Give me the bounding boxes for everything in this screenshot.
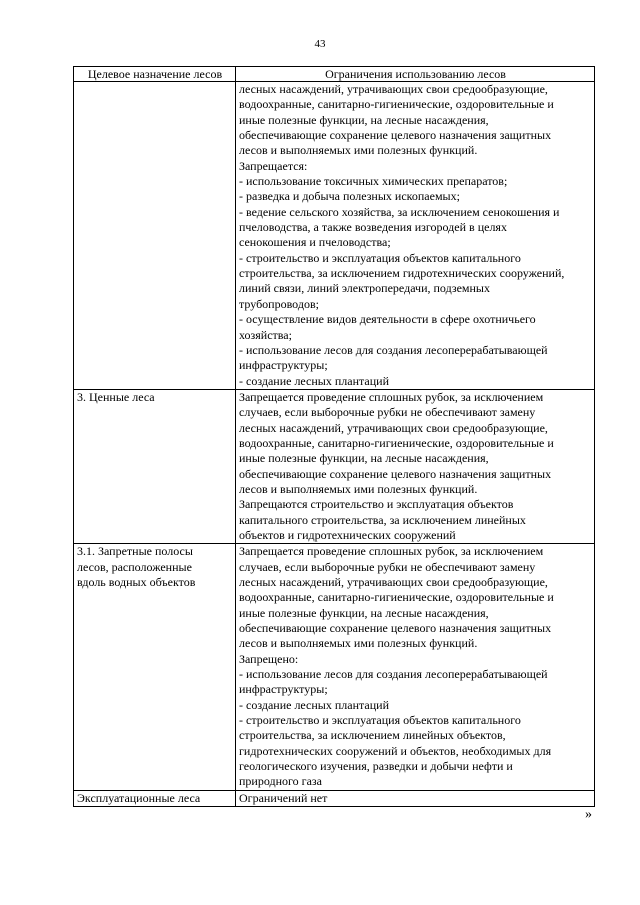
text-line: - создание лесных плантаций [239, 373, 390, 388]
restrictions-cell [236, 790, 595, 806]
text-line: 3.1. Запретные полосы [77, 544, 193, 559]
text-line: строительства, за исключением гидротехнических сооружений, [239, 266, 565, 281]
text-line: геологического изучения, разведки и добычи нефти и [239, 759, 513, 774]
text-line: сенокошения и пчеловодства; [239, 235, 391, 250]
text-line: иные полезные функции, на лесные насаждения, [239, 605, 489, 620]
text-line: инфраструктуры; [239, 682, 328, 697]
text-line: строительства, за исключением линейных объектов, [239, 728, 506, 743]
text-line: - строительство и эксплуатация объектов капитального [239, 713, 521, 728]
text-line: лесов и выполняемых ими полезных функций. [239, 636, 478, 651]
text-line: водоохранные, санитарно-гигиенические, оздоровительные и [239, 435, 554, 450]
text-line: гидротехнических сооружений и объектов, необходимых для [239, 743, 552, 758]
text-line: иные полезные функции, на лесные насаждения, [239, 451, 489, 466]
table-row [74, 790, 595, 806]
header-restrictions: Ограничения использованию лесов [236, 67, 595, 82]
text-line: пчеловодства, а также возведения изгородей в целях [239, 220, 507, 235]
restrictions-cell [236, 82, 595, 390]
text-line: Ограничений нет [239, 790, 328, 805]
text-line: обеспечивающие сохранение целевого назначения защитных [239, 466, 552, 481]
text-line: - создание лесных плантаций [239, 697, 390, 712]
text-line: капитального строительства, за исключением линейных [239, 512, 526, 527]
text-line: природного газа [239, 774, 322, 789]
text-line: Запрещается: [239, 158, 308, 173]
page-number: 43 [314, 38, 326, 50]
text-line: линий связи, линий электропередачи, подземных [239, 281, 490, 296]
text-line: водоохранные, санитарно-гигиенические, оздоровительные и [239, 97, 554, 112]
text-line: случаев, если выборочные рубки не обеспечивают замену [239, 559, 536, 574]
text-line: - использование токсичных химических препаратов; [239, 174, 508, 189]
text-line: инфраструктуры; [239, 358, 328, 373]
text-line: водоохранные, санитарно-гигиенические, оздоровительные и [239, 590, 554, 605]
text-line: - осуществление видов деятельности в сфере охотничьего [239, 312, 536, 327]
text-line: 3. Ценные леса [77, 389, 155, 404]
text-line: лесных насаждений, утрачивающих свои средообразующие, [239, 420, 548, 435]
text-line: - использование лесов для создания лесоперерабатывающей [239, 342, 548, 357]
text-line: Запрещается проведение сплошных рубок, за исключением [239, 544, 544, 559]
text-line: иные полезные функции, на лесные насаждения, [239, 112, 489, 127]
text-line: случаев, если выборочные рубки не обеспечивают замену [239, 405, 536, 420]
table-header-row [74, 67, 595, 82]
text-line: вдоль водных объектов [77, 575, 196, 589]
text-line: Запрещается проведение сплошных рубок, за исключением [239, 389, 544, 404]
purpose-cell [74, 544, 236, 791]
table-row [74, 82, 595, 390]
text-line: - строительство и эксплуатация объектов капитального [239, 250, 521, 265]
text-line: - разведка и добыча полезных ископаемых; [239, 189, 460, 204]
text-line: объектов и гидротехнических сооружений [239, 527, 456, 542]
closing-quote: » [585, 807, 592, 822]
restrictions-table [73, 66, 595, 807]
text-line: Эксплуатационные леса [77, 790, 201, 805]
text-line: - использование лесов для создания лесоперерабатывающей [239, 667, 548, 682]
text-line: лесов и выполняемых ими полезных функций. [239, 143, 478, 158]
text-line: обеспечивающие сохранение целевого назначения защитных [239, 621, 552, 636]
restrictions-cell [236, 544, 595, 791]
text-line: лесов, расположенные [77, 559, 192, 574]
purpose-cell [74, 790, 236, 806]
table-body [74, 82, 595, 807]
text-line: хозяйства; [239, 327, 292, 342]
purpose-cell [74, 389, 236, 543]
table-row [74, 389, 595, 543]
text-line: Запрещаются строительство и эксплуатация объектов [239, 497, 514, 512]
text-line: трубопроводов; [239, 296, 319, 311]
purpose-cell [74, 82, 236, 390]
text-line: обеспечивающие сохранение целевого назначения защитных [239, 128, 552, 143]
restrictions-cell [236, 389, 595, 543]
table-row [74, 544, 595, 791]
text-line: лесных насаждений, утрачивающих свои средообразующие, [239, 575, 548, 589]
header-purpose: Целевое назначение лесов [74, 67, 236, 82]
text-line: лесов и выполняемых ими полезных функций. [239, 481, 478, 496]
text-line: - ведение сельского хозяйства, за исключением сенокошения и [239, 204, 560, 219]
text-line: лесных насаждений, утрачивающих свои средообразующие, [239, 82, 548, 96]
text-line: Запрещено: [239, 651, 299, 666]
